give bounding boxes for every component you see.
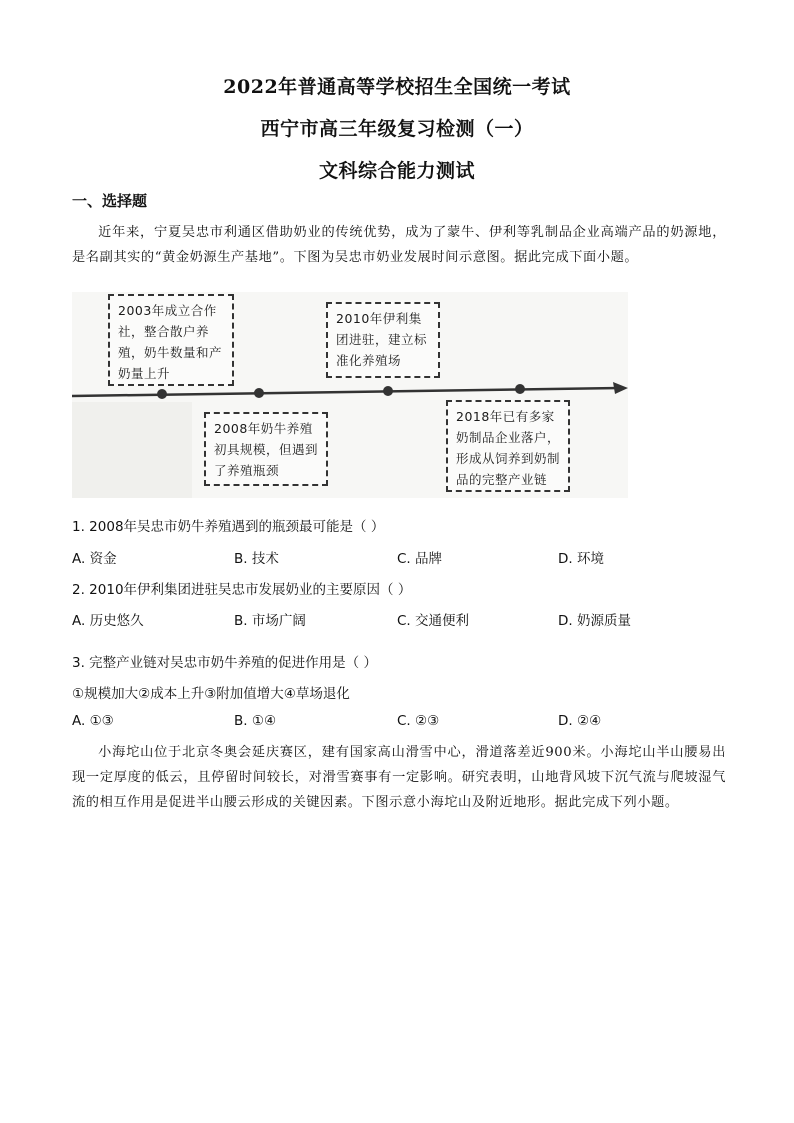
question-1-option-a: A. 资金 (72, 551, 117, 567)
timeline-dot-2008 (254, 388, 264, 398)
section-heading: 一、选择题 (72, 192, 148, 210)
exam-subtitle: 西宁市高三年级复习检测（一） (260, 118, 534, 140)
question-3-stem: 3. 完整产业链对吴忠市奶牛养殖的促进作用是（ ） (72, 655, 377, 671)
question-3-option-b: B. ①④ (234, 713, 277, 729)
question-2-option-a: A. 历史悠久 (72, 613, 144, 629)
passage-1-text: 近年来，宁夏吴忠市利通区借助奶业的传统优势，成为了蒙牛、伊利等乳制品企业高端产品的奶源地，是名副其实的“黄金奶源生产基地”。下图为吴忠市奶业发展时间示意图。据此完成下面小题。 (72, 225, 726, 265)
question-3-statements: ①规模加大②成本上升③附加值增大④草场退化 (72, 686, 350, 702)
question-1-stem: 1. 2008年吴忠市奶牛养殖遇到的瓶颈最可能是（ ） (72, 519, 385, 535)
timeline-box-2018: 2018年已有多家奶制品企业落户，形成从饲养到奶制品的完整产业链 (446, 400, 570, 492)
timeline-box-2010: 2010年伊利集团进驻，建立标准化养殖场 (326, 302, 440, 378)
passage-2-text: 小海坨山位于北京冬奥会延庆赛区，建有国家高山滑雪中心，滑道落差近900米。小海坨山半山腰易出现一定厚度的低云，且停留时间较长，对滑雪赛事有一定影响。研究表明，山地背风坡下沉气流与爬坡湿气流的相互作用是促进半山腰云形成的关键因素。下图示意小海坨山及附近地形。据此完成下列小题。 (72, 745, 726, 810)
timeline-dot-2003 (157, 389, 167, 399)
timeline-figure (72, 292, 628, 498)
exam-paper-name: 文科综合能力测试 (318, 160, 475, 182)
timeline-box-2003: 2003年成立合作社，整合散户养殖，奶牛数量和产奶量上升 (108, 294, 234, 386)
passage-2 (72, 740, 726, 815)
passage-1 (72, 220, 726, 270)
question-2-option-b: B. 市场广阔 (234, 613, 306, 629)
timeline-box-2008: 2008年奶牛养殖初具规模，但遇到了养殖瓶颈 (204, 412, 328, 486)
question-2-option-c: C. 交通便利 (397, 613, 470, 629)
question-1-option-d: D. 环境 (558, 551, 604, 567)
question-1-option-c: C. 品牌 (397, 551, 443, 567)
exam-title: 2022年普通高等学校招生全国统一考试 (223, 76, 571, 98)
timeline-dot-2018 (515, 384, 525, 394)
question-1-option-b: B. 技术 (234, 551, 279, 567)
question-2-option-d: D. 奶源质量 (558, 613, 631, 629)
question-3-option-c: C. ②③ (397, 713, 440, 729)
question-3-option-d: D. ②④ (558, 713, 602, 729)
timeline-dot-2010 (383, 386, 393, 396)
question-3-option-a: A. ①③ (72, 713, 114, 729)
question-2-stem: 2. 2010年伊利集团进驻吴忠市发展奶业的主要原因（ ） (72, 582, 412, 598)
